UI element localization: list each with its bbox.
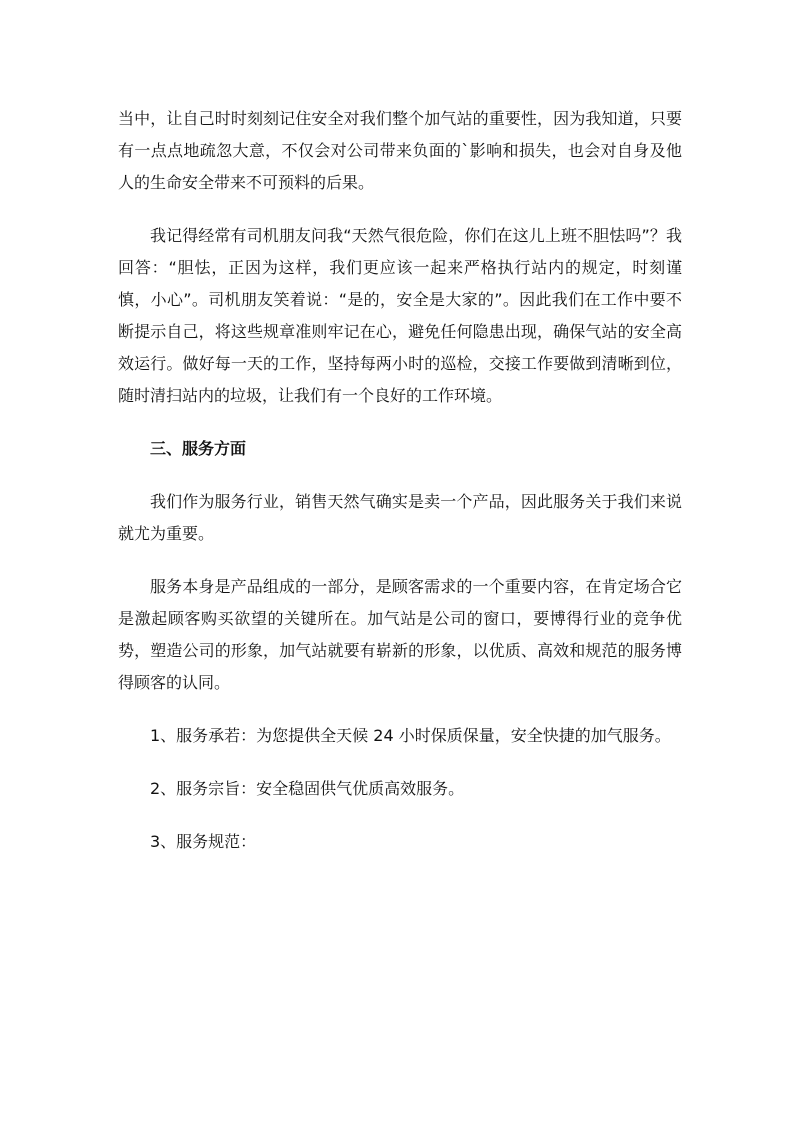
document-body (118, 103, 682, 858)
paragraph-safety-importance: 当中，让自己时时刻刻记住安全对我们整个加气站的重要性，因为我知道，只要有一点点地疏忽大意，不仅会对公司带来负面的`影响和损失，也会对自身及他人的生命安全带来不可预料的后果。 (118, 109, 682, 192)
list-item-service-standards: 3、服务规范： (150, 832, 257, 851)
list-item-service-commitment: 1、服务承若：为您提供全天候 24 小时保质保量，安全快捷的加气服务。 (150, 726, 671, 745)
list-item-service-purpose: 2、服务宗旨：安全稳固供气优质高效服务。 (150, 779, 465, 798)
paragraph-driver-conversation: 我记得经常有司机朋友问我“天然气很危险，你们在这儿上班不胆怯吗”？我回答：“胆怯，正因为这样，我们更应该一起来严格执行站内的规定，时刻谨慎，小心”。司机朋友笑着说：“是的，安全是大家的”。因此我们在工作中要不断提示自己，将这些规章准则牢记在心，避免任何隐患出现，确保气站的安全高效运行。做好每一天的工作，坚持每两小时的巡检，交接工作要做到清晰到位，随时清扫站内的垃圾，让我们有一个良好的工作环境。 (118, 226, 682, 405)
paragraph-service-industry: 我们作为服务行业，销售天然气确实是卖一个产品，因此服务关于我们来说就尤为重要。 (118, 492, 682, 543)
paragraph-service-essence: 服务本身是产品组成的一部分，是顾客需求的一个重要内容，在肯定场合它是激起顾客购买欲望的关键所在。加气站是公司的窗口，要博得行业的竞争优势，塑造公司的形象，加气站就要有崭新的形象，以优质、高效和规范的服务博得顾客的认同。 (118, 577, 682, 692)
section-heading-service: 三、服务方面 (150, 439, 247, 458)
